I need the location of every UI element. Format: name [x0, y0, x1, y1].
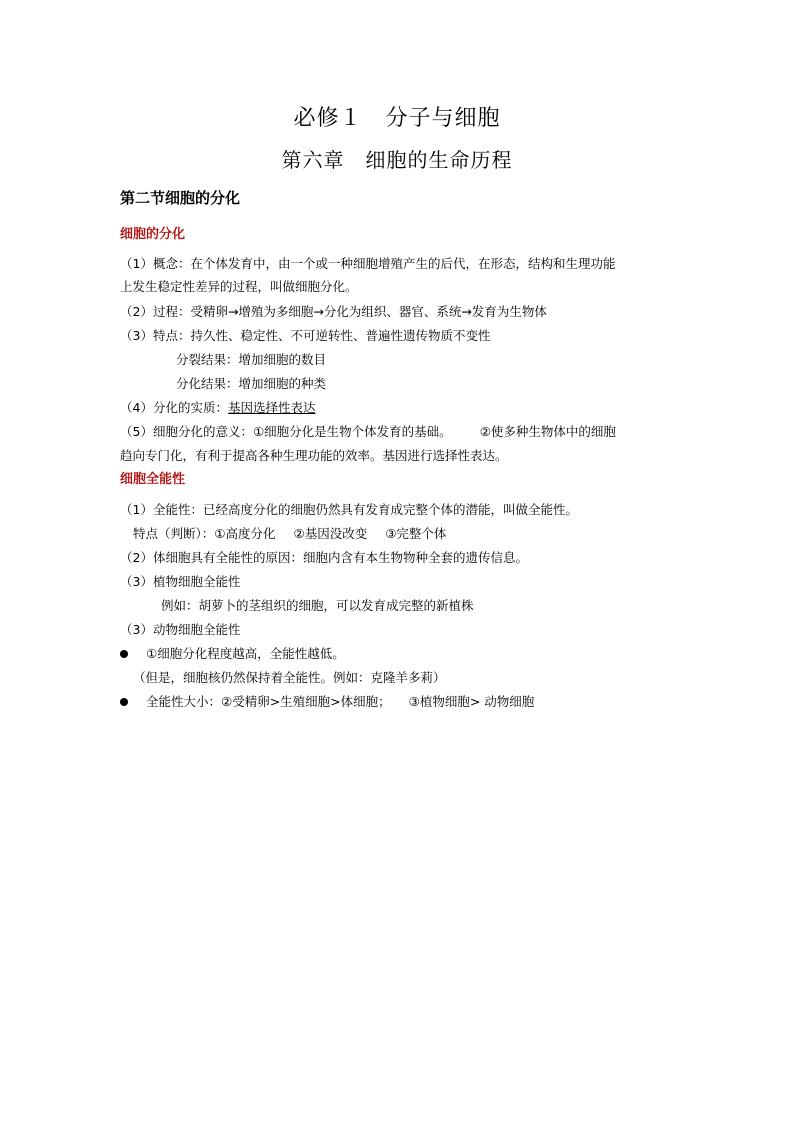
judge-item-3: ③完整个体 [385, 526, 447, 541]
concept-line-2: 上发生稳定性差异的过程，叫做细胞分化。 [120, 279, 358, 294]
significance-line-2: 趋向专门化，有利于提高各种生理功能的效率。基因进行选择性表达。 [120, 448, 508, 463]
bullet-text-1: ①细胞分化程度越高，全能性越低。 [146, 646, 345, 661]
process-line: （2）过程：受精卵→增殖为多细胞→分化为组织、器官、系统→发育为生物体 [120, 304, 547, 319]
bullet-text-2a: 全能性大小：②受精卵>生殖细胞>体细胞； [146, 694, 391, 709]
differentiation-result: 分化结果：增加细胞的种类 [176, 376, 327, 391]
plant-example: 例如：胡萝卜的茎组织的细胞，可以发育成完整的新植株 [161, 598, 474, 613]
chapter-title: 第六章 细胞的生命历程 [281, 148, 513, 172]
judge-item-1: ①高度分化 [214, 526, 276, 541]
plant-title: （3）植物细胞全能性 [120, 574, 241, 589]
judge-item-2: ②基因没改变 [293, 526, 368, 541]
significance-label: （5）细胞分化的意义： [120, 424, 253, 439]
book-title: 必修１ 分子与细胞 [293, 106, 501, 131]
heading-totipotency: 细胞全能性 [120, 472, 186, 487]
significance-point-1: ①细胞分化是生物个体发育的基础。 [252, 424, 452, 439]
significance-point-2: ②使多种生物体中的细胞 [479, 424, 616, 439]
concept-line-1: （1）概念：在个体发育中，由一个或一种细胞增殖产生的后代，在形态，结构和生理功能 [120, 256, 616, 271]
bullet-dot-1 [120, 650, 128, 658]
bullet-text-2b: ③植物细胞> 动物细胞 [408, 694, 535, 709]
significance-line-1 [120, 422, 680, 442]
bullet-dot-2 [120, 698, 128, 706]
totipotency-definition: （1）全能性：已经高度分化的细胞仍然具有发育成完整个体的潜能，叫做全能性。 [120, 502, 578, 517]
essence-line [120, 398, 680, 418]
essence-value: 基因选择性表达 [227, 400, 316, 415]
bullet-text-2 [146, 692, 706, 712]
animal-title: （3）动物细胞全能性 [120, 622, 241, 637]
judge-line [133, 524, 693, 544]
heading-differentiation: 细胞的分化 [120, 227, 186, 242]
essence-label: （4）分化的实质： [120, 400, 228, 415]
bullet-note-1: （但是，细胞核仍然保持着全能性。例如：克隆羊多莉） [133, 670, 446, 685]
totipotency-reason: （2）体细胞具有全能性的原因：细胞内含有本生物物种全套的遗传信息。 [120, 550, 528, 565]
division-result: 分裂结果：增加细胞的数目 [176, 352, 327, 367]
section-title: 第二节细胞的分化 [120, 189, 241, 207]
judge-label: 特点（判断）： [133, 526, 215, 541]
features-line: （3）特点：持久性、稳定性、不可逆转性、普遍性遗传物质不变性 [120, 328, 491, 343]
